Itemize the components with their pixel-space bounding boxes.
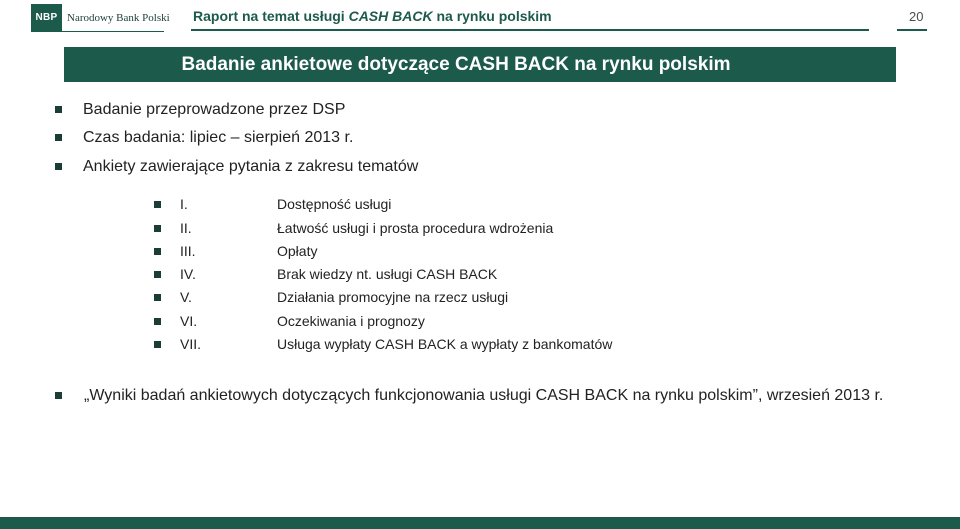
source-bullet: „Wyniki badań ankietowych dotyczących funkcjonowania usługi CASH BACK na rynku polskim”, wrzesień 2013 r. (55, 386, 905, 406)
bullet-item: Czas badania: lipiec – sierpień 2013 r. (55, 128, 353, 148)
slide-title: Badanie ankietowe dotyczące CASH BACK na rynku polskim (64, 47, 896, 82)
page-number: 20 (909, 9, 924, 24)
logo-underline (31, 31, 164, 32)
nbp-logo-mark: NBP (31, 4, 62, 31)
bullet-item: Ankiety zawierające pytania z zakresu tematów (55, 157, 418, 177)
bullet-item: Badanie przeprowadzone przez DSP (55, 100, 345, 120)
report-title: Raport na temat usługi CASH BACK na rynku polskim (193, 8, 552, 24)
footer-bar (0, 517, 960, 529)
page-number-underline (897, 29, 927, 31)
header-divider (191, 29, 869, 31)
nbp-logo (31, 4, 170, 31)
bank-name: Narodowy Bank Polski (67, 11, 170, 24)
